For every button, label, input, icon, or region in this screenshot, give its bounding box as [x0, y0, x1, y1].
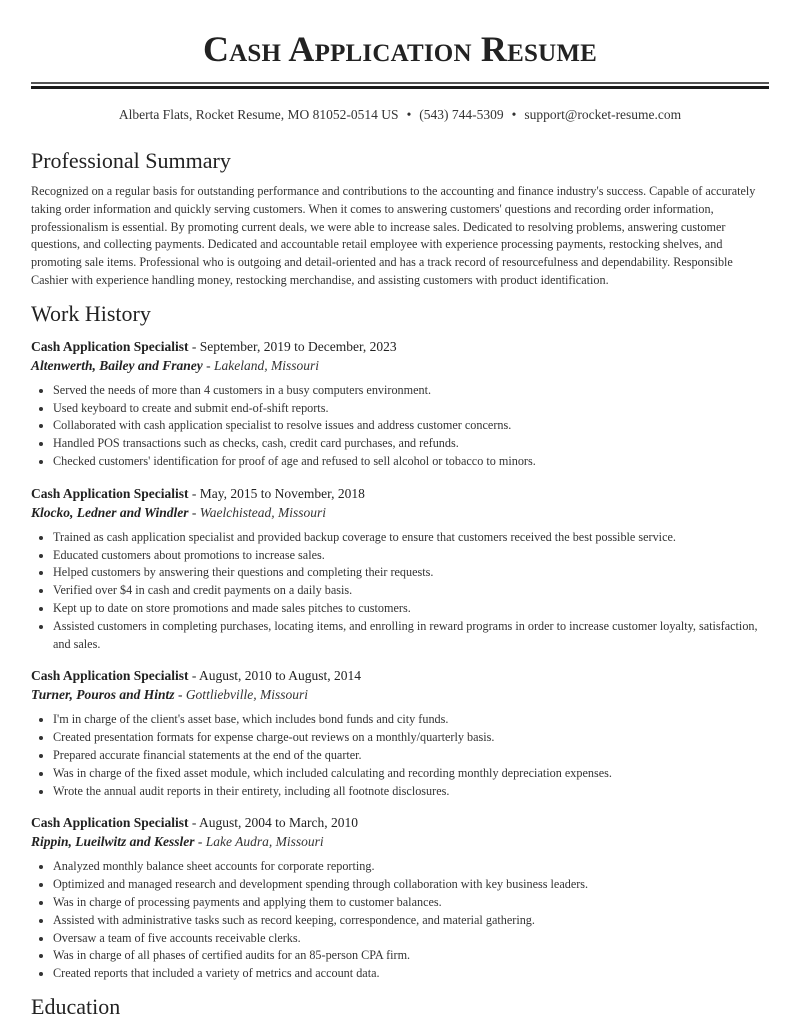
list-item: • Wrote the annual audit reports in their entirety, including all footnote disclosures. [53, 783, 769, 801]
dash: - [188, 504, 200, 520]
summary-text: Recognized on a regular basis for outstanding performance and contributions to the accounting and finance industry's success. Capable of accurately taking order information and quickly serving customers. When it comes to answering customers' questions and recording order information, professionalism is essential. By promoting current deals, we were able to increase sales. Dedicated to resolving problems, answering customer questions, and collecting payments. Dedicated and accountable retail employee with experience processing payments, restocking shelves, and promoting sale items. Professional who is outgoing and detail-oriented and has a track record of resourcefulness and dependability. Responsible Cashier with experience handling money, restocking merchandise, and assisting customers with product identification. [31, 184, 756, 287]
dash: - [174, 687, 186, 703]
divider-thick-line [31, 86, 769, 89]
job-bullets [31, 858, 769, 983]
list-item: • Analyzed monthly balance sheet accounts for corporate reporting. [53, 858, 769, 876]
company-name: Klocko, Ledner and Windler [31, 504, 189, 520]
contact-email: support@rocket-resume.com [524, 107, 682, 122]
dash: - [194, 834, 206, 850]
dash: - [188, 485, 200, 501]
bullet-separator: • [511, 107, 517, 122]
list-item: • Educated customers about promotions to increase sales. [53, 547, 769, 565]
contact-address: Alberta Flats, Rocket Resume, MO 81052-0514 US [118, 107, 399, 122]
job-header [31, 337, 769, 356]
dash: - [188, 815, 200, 831]
list-item: • Was in charge of processing payments and applying them to customer balances. [53, 894, 769, 912]
job-dates: August, 2010 to August, 2014 [199, 668, 362, 684]
list-item: • Verified over $4 in cash and credit payments on a daily basis. [53, 582, 769, 600]
title-divider [31, 82, 769, 89]
job-header [31, 666, 769, 685]
list-item: • Prepared accurate financial statements at the end of the quarter. [53, 747, 769, 765]
job-location: Gottliebville, Missouri [185, 687, 309, 703]
company-name: Altenwerth, Bailey and Franey [31, 357, 203, 373]
contact-line [31, 106, 769, 124]
list-item: • Was in charge of all phases of certified audits for an 85-person CPA firm. [53, 947, 769, 965]
dash: - [188, 338, 200, 354]
list-item: • Created reports that included a variety of metrics and account data. [53, 965, 769, 983]
job-bullets [31, 382, 769, 471]
job-title: Cash Application Specialist [31, 668, 189, 684]
list-item: • Was in charge of the fixed asset module, which included calculating and recording monthly depreciation expenses. [53, 765, 769, 783]
summary-heading: Professional Summary [31, 148, 231, 173]
job-dates: May, 2015 to November, 2018 [199, 485, 365, 501]
dash: - [202, 357, 215, 373]
job-entry [31, 484, 769, 654]
resume-title: Cash Application Resume [202, 29, 598, 69]
job-title: Cash Application Specialist [31, 485, 189, 501]
list-item: • Kept up to date on store promotions and made sales pitches to customers. [53, 600, 769, 618]
dash: - [188, 668, 200, 684]
job-title: Cash Application Specialist [31, 815, 189, 831]
work-history-heading: Work History [31, 300, 151, 326]
list-item: • Trained as cash application specialist and provided backup coverage to ensure that customers received the best possible service. [53, 529, 769, 547]
job-dates: August, 2004 to March, 2010 [199, 815, 359, 831]
list-item: • Handled POS transactions such as checks, cash, credit card purchases, and refunds. [53, 435, 769, 453]
bullet-separator: • [406, 107, 412, 122]
job-header [31, 484, 769, 503]
job-entry [31, 337, 769, 471]
list-item: • Collaborated with cash application specialist to resolve issues and address customer concerns. [53, 417, 769, 435]
education-heading: Education [31, 993, 121, 1019]
job-entry [31, 813, 769, 983]
list-item: • I'm in charge of the client's asset base, which includes bond funds and city funds. [53, 711, 769, 729]
contact-phone: (543) 744-5309 [419, 107, 504, 122]
job-dates: September, 2019 to December, 2023 [199, 338, 397, 354]
list-item: • Optimized and managed research and development spending through collaboration with key business leaders. [53, 876, 769, 894]
list-item: • Oversaw a team of five accounts receivable clerks. [53, 930, 769, 948]
job-title: Cash Application Specialist [31, 338, 189, 354]
job-entry [31, 666, 769, 800]
company-name: Turner, Pouros and Hintz [31, 687, 175, 703]
company-name: Rippin, Lueilwitz and Kessler [31, 834, 195, 850]
job-employer [31, 685, 769, 704]
list-item: • Checked customers' identification for proof of age and refused to sell alcohol or tobacco to minors. [53, 453, 769, 471]
job-employer [31, 503, 769, 522]
job-location: Lakeland, Missouri [214, 357, 320, 373]
list-item: • Served the needs of more than 4 customers in a busy computers environment. [53, 382, 769, 400]
job-bullets [31, 711, 769, 800]
job-employer [31, 356, 769, 375]
job-header [31, 813, 769, 832]
job-location: Waelchistead, Missouri [199, 504, 327, 520]
job-location: Lake Audra, Missouri [205, 834, 324, 850]
job-employer [31, 832, 769, 851]
job-bullets [31, 529, 769, 654]
list-item: • Created presentation formats for expense charge-out reviews on a monthly/quarterly basis. [53, 729, 769, 747]
list-item: • Assisted with administrative tasks such as record keeping, correspondence, and material gathering. [53, 912, 769, 930]
list-item: • Used keyboard to create and submit end-of-shift reports. [53, 400, 769, 418]
list-item: • Helped customers by answering their questions and completing their requests. [53, 564, 769, 582]
list-item: • Assisted customers in completing purchases, locating items, and enrolling in reward programs in order to increase customer loyalty, satisfaction, and sales. [53, 618, 769, 654]
